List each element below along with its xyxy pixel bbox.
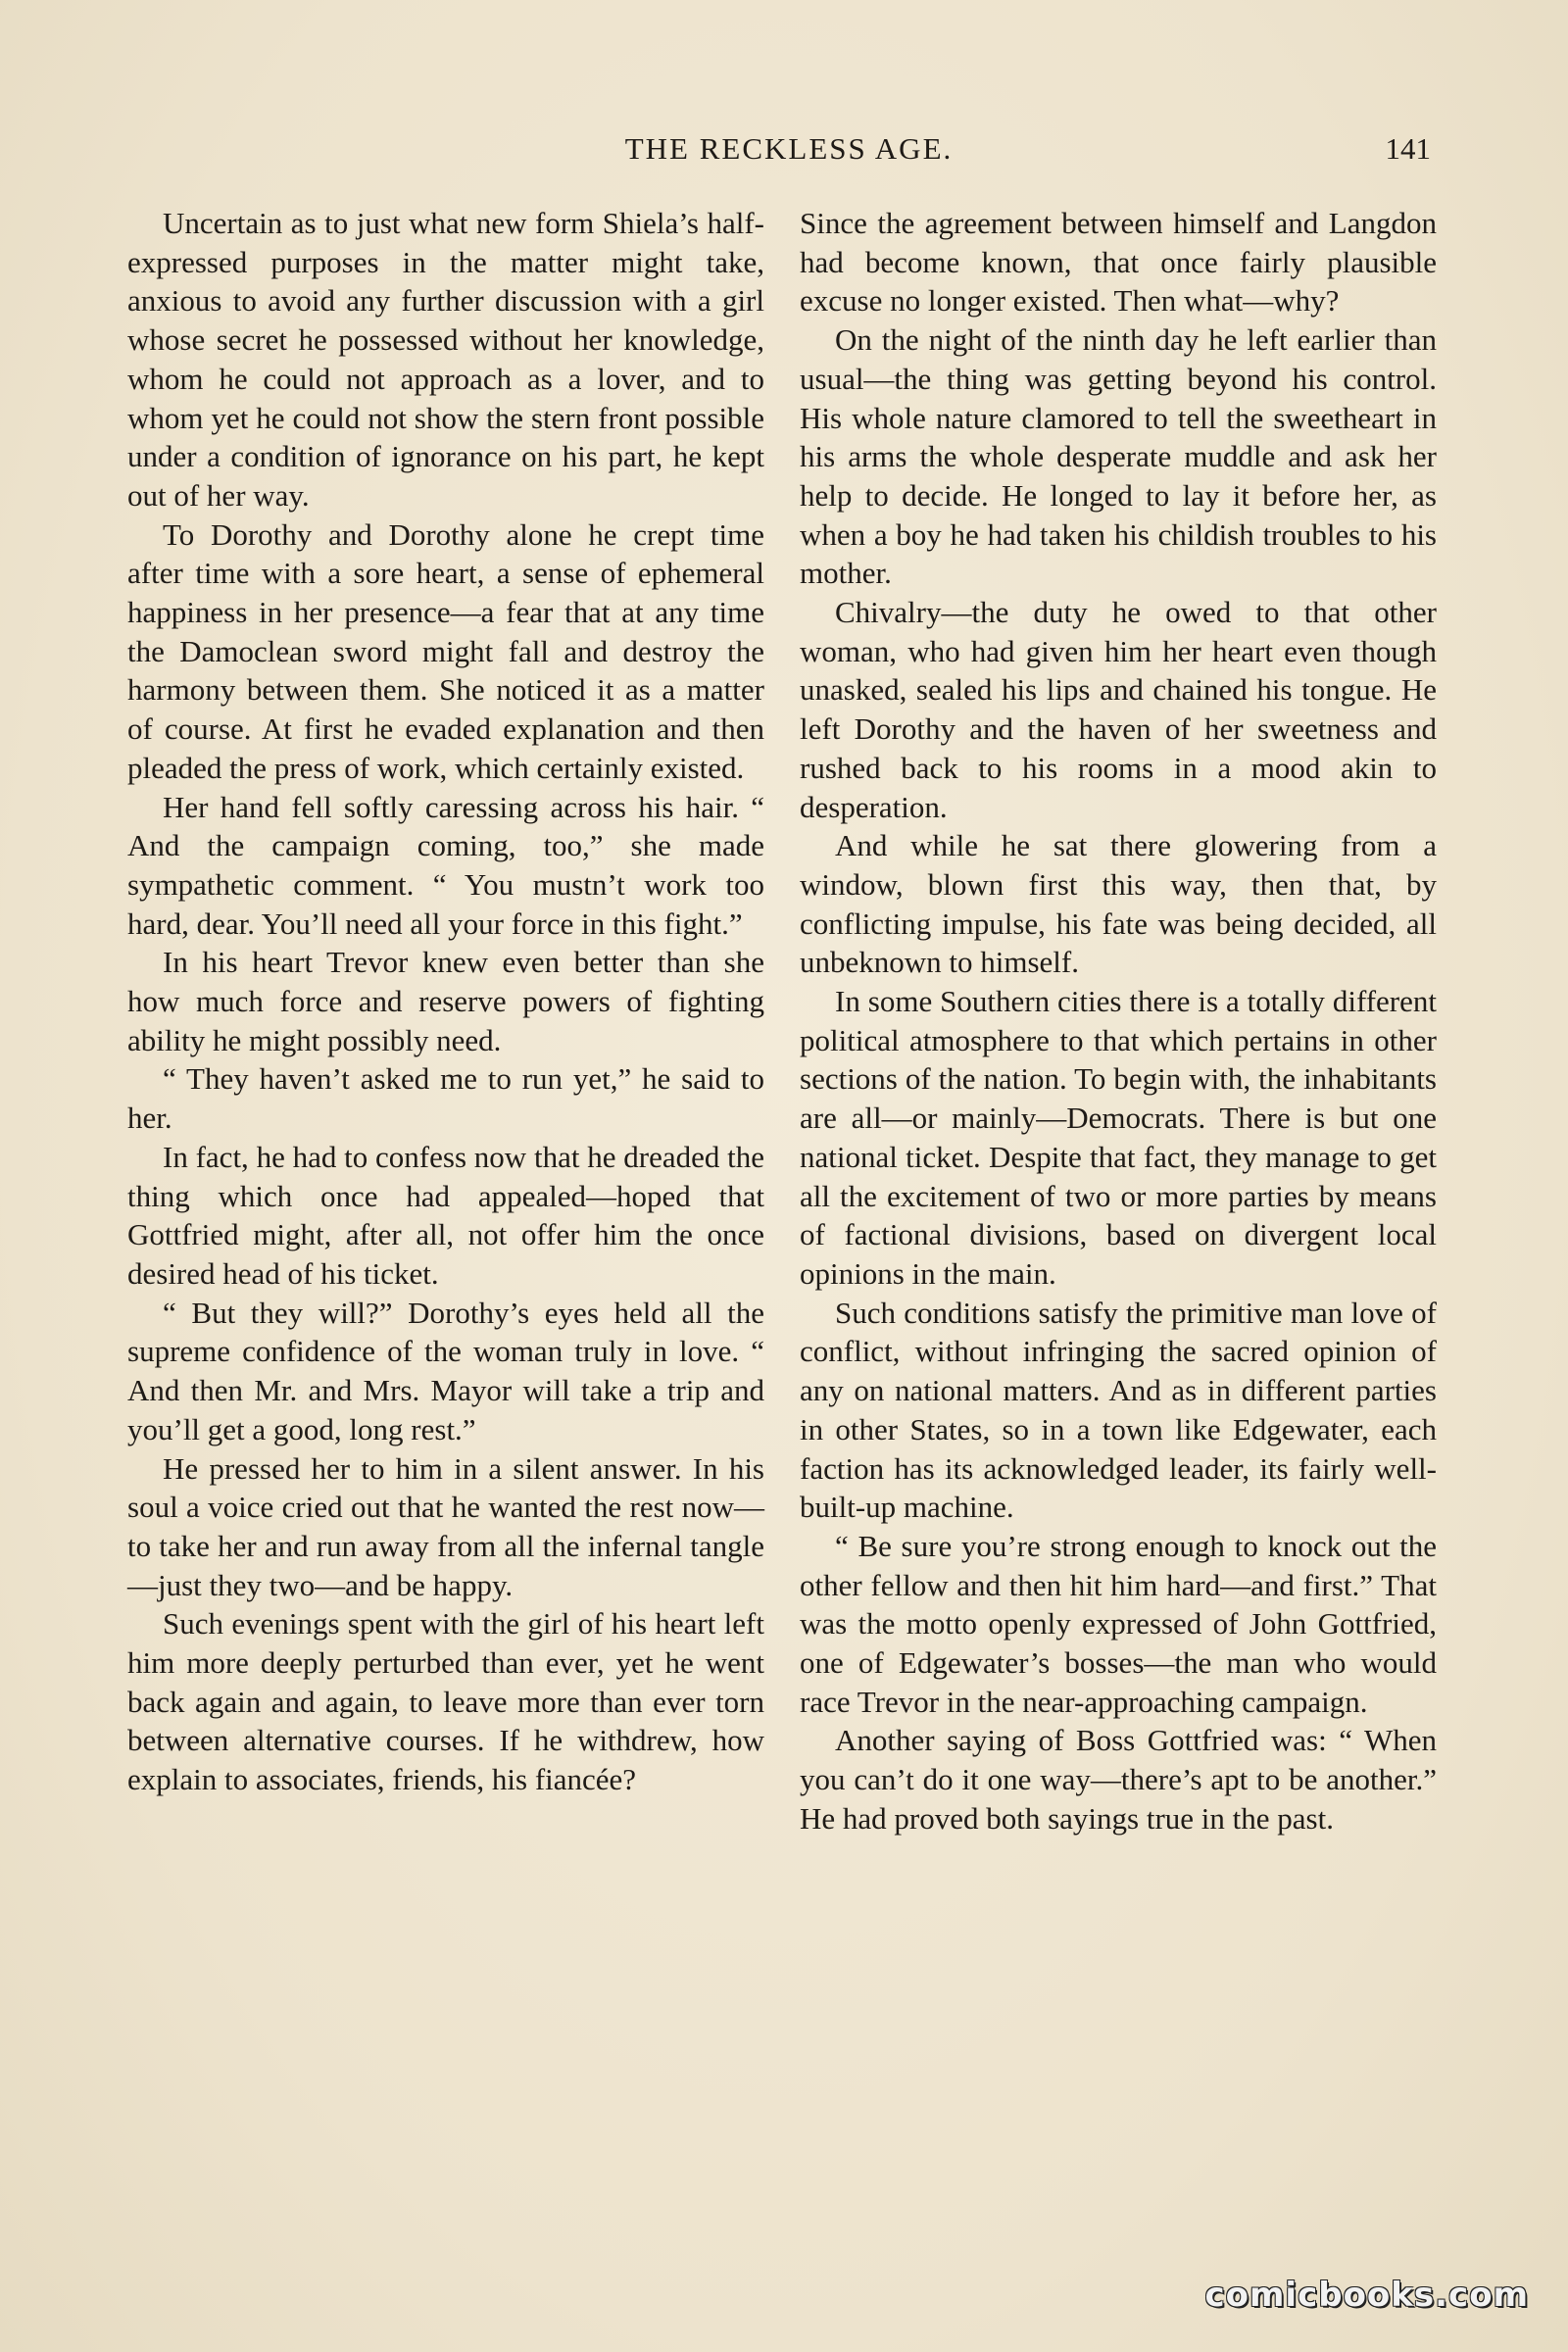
watermark: comicbooks.com [1204, 2276, 1529, 2315]
paragraph: Such evenings spent with the girl of his heart left him more deeply perturbed than ever, yet he went back again and again, to leave more than ever torn between alternative courses. If he withdrew, how explain to associates, friends, his fiancée? [127, 1606, 764, 1797]
paragraph: “ Be sure you’re strong enough to knock out the other fellow and then hit him hard—and first.” That was the motto openly expressed of John Gottfried, one of Edgewater’s bosses—the man who would race Trevor in the near-approaching campaign. [800, 1528, 1437, 1719]
paragraph: “ They haven’t asked me to run yet,” he said to her. [127, 1061, 764, 1136]
paragraph: Her hand fell softly caressing across his hair. “ And the campaign coming, too,” she made sympathetic comment. “ You mustn’t work too hard, dear. You’ll need all your force in this fight.” [127, 789, 764, 941]
paragraph: On the night of the ninth day he left earlier than usual—the thing was getting beyond his control. His whole nature clamored to tell the sweetheart in his arms the whole desperate muddle and ask her help to decide. He longed to lay it before her, as when a boy he had taken his childish troubles to his mother. [800, 322, 1437, 591]
right-column [800, 204, 1437, 1838]
left-column [127, 204, 764, 1799]
paragraph: Another saying of Boss Gottfried was: “ When you can’t do it one way—there’s apt to be another.” He had proved both sayings true in the past. [800, 1723, 1437, 1836]
paragraph: In his heart Trevor knew even better than she how much force and reserve powers of fighting ability he might possibly need. [127, 945, 764, 1057]
paragraph: To Dorothy and Dorothy alone he crept time after time with a sore heart, a sense of ephemeral happiness in her presence—a fear that at any time the Damoclean sword might fall and destroy the harmony between them. She noticed it as a matter of course. At first he evaded explanation and then pleaded the press of work, which certainly existed. [127, 516, 764, 785]
paragraph: “ But they will?” Dorothy’s eyes held all the supreme confidence of the woman truly in love. “ And then Mr. and Mrs. Mayor will take a trip and you’ll get a good, long rest.” [127, 1295, 764, 1446]
paragraph: He pressed her to him in a silent answer. In his soul a voice cried out that he wanted the rest now—to take her and run away from all the infernal tangle—just they two—and be happy. [127, 1450, 764, 1602]
paragraph-continued: Since the agreement between himself and Langdon had become known, that once fairly plausible excuse no longer existed. Then what—why? [800, 206, 1437, 318]
page-number: 141 [1385, 131, 1431, 166]
paragraph: Chivalry—the duty he owed to that other woman, who had given him her heart even though unasked, sealed his lips and chained his tongue. He left Dorothy and the haven of her sweetness and rushed back to his rooms in a mood akin to desperation. [800, 595, 1437, 824]
paragraph: Such conditions satisfy the primitive man love of conflict, without infringing the sacred opinion of any on national matters. And as in different parties in other States, so in a town like Edgewater, each faction has its acknowledged leader, its fairly well-built-up machine. [800, 1295, 1437, 1525]
running-title: THE RECKLESS AGE. [624, 131, 954, 166]
running-head [147, 131, 1431, 174]
paragraph: Uncertain as to just what new form Shiela’s half-expressed purposes in the matter might take, anxious to avoid any further discussion with a girl whose secret he possessed without her knowledge, whom he could not approach as a lover, and to whom yet he could not show the stern front possible under a condition of ignorance on his part, he kept out of her way. [127, 206, 764, 513]
paragraph: In some Southern cities there is a totally different political atmosphere to that which pertains in other sections of the nation. To begin with, the inhabitants are all—or mainly—Democrats. There is but one national ticket. Despite that fact, they manage to get all the excitement of two or more parties by means of factional divisions, based on divergent local opinions in the main. [800, 984, 1437, 1291]
paragraph: In fact, he had to confess now that he dreaded the thing which once had appealed—hoped that Gottfried might, after all, not offer him the once desired head of his ticket. [127, 1139, 764, 1291]
paragraph: And while he sat there glowering from a window, blown first this way, then that, by conflicting impulse, his fate was being decided, all unbeknown to himself. [800, 828, 1437, 980]
